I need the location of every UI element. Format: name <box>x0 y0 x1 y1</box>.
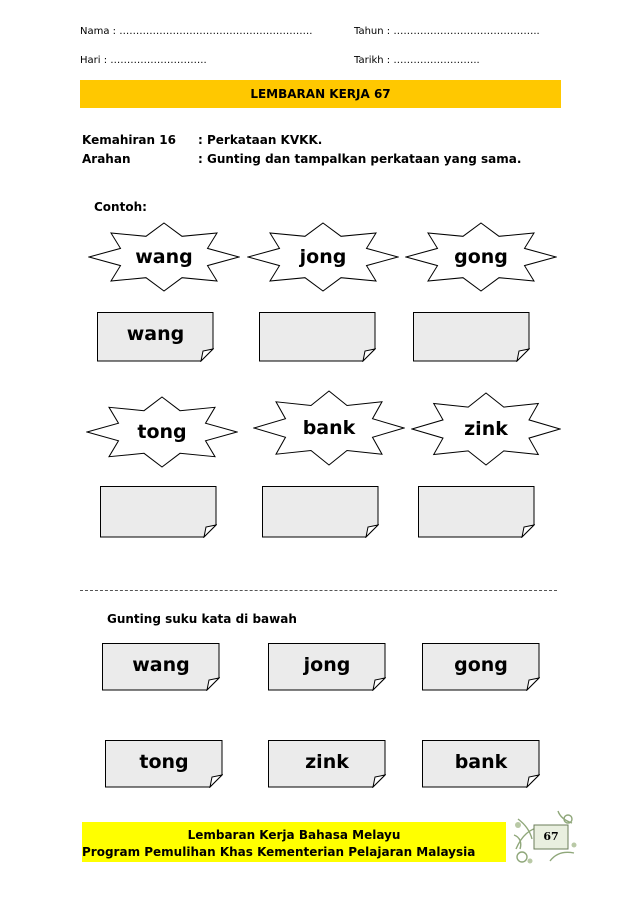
page-number-seal <box>510 805 580 867</box>
star-word: jong <box>299 246 347 268</box>
cut-card[interactable] <box>102 643 220 691</box>
cut-line <box>80 590 557 591</box>
worksheet-title: LEMBARAN KERJA 67 <box>80 80 561 108</box>
cut-word: zink <box>305 751 349 773</box>
cut-word: bank <box>454 751 508 773</box>
star-word: wang <box>135 246 193 268</box>
tarikh-field[interactable]: Tarikh : …………………….. <box>354 55 480 66</box>
star-word: zink <box>464 418 508 440</box>
answer-word: wang <box>126 323 185 345</box>
answer-box[interactable] <box>100 486 217 538</box>
footer-band <box>82 822 506 862</box>
word-star <box>247 222 399 292</box>
kemahiran-value: : Perkataan KVKK. <box>198 133 323 147</box>
note-shape <box>418 486 535 538</box>
cut-label: Gunting suku kata di bawah <box>107 612 297 626</box>
cut-card[interactable] <box>422 740 540 788</box>
cut-card[interactable] <box>268 643 386 691</box>
cut-word: wang <box>132 654 190 676</box>
answer-box[interactable] <box>97 312 214 362</box>
arahan-label: Arahan <box>82 152 131 166</box>
cut-card[interactable] <box>268 740 386 788</box>
page-number: 67 <box>543 830 559 843</box>
footer-program: Program Pemulihan Khas Kementerian Pelajaran Malaysia <box>82 845 476 859</box>
word-star <box>86 396 238 468</box>
cut-card[interactable] <box>422 643 540 691</box>
nama-field[interactable]: Nama : …………………………………………………. <box>80 26 313 37</box>
cut-word: jong <box>303 654 351 676</box>
answer-box[interactable] <box>262 486 379 538</box>
answer-box[interactable] <box>259 312 376 362</box>
cut-word: gong <box>454 654 508 676</box>
word-star <box>88 222 240 292</box>
answer-box[interactable] <box>418 486 535 538</box>
answer-box[interactable] <box>413 312 530 362</box>
word-star <box>411 392 561 466</box>
note-shape <box>259 312 376 362</box>
footer-title: Lembaran Kerja Bahasa Melayu <box>187 828 401 842</box>
note-shape <box>262 486 379 538</box>
star-word: bank <box>302 417 356 439</box>
kemahiran-label: Kemahiran 16 <box>82 133 176 147</box>
word-star <box>405 222 557 292</box>
hari-field[interactable]: Hari : ……………………….. <box>80 55 207 66</box>
star-word: gong <box>454 246 508 268</box>
contoh-label: Contoh: <box>94 200 147 214</box>
note-shape <box>100 486 217 538</box>
star-word: tong <box>137 421 187 443</box>
cut-word: tong <box>139 751 189 773</box>
word-star <box>253 390 405 466</box>
note-shape <box>413 312 530 362</box>
cut-card[interactable] <box>105 740 223 788</box>
tahun-field[interactable]: Tahun : …………………………………….. <box>354 26 540 37</box>
arahan-value: : Gunting dan tampalkan perkataan yang sama. <box>198 152 522 166</box>
